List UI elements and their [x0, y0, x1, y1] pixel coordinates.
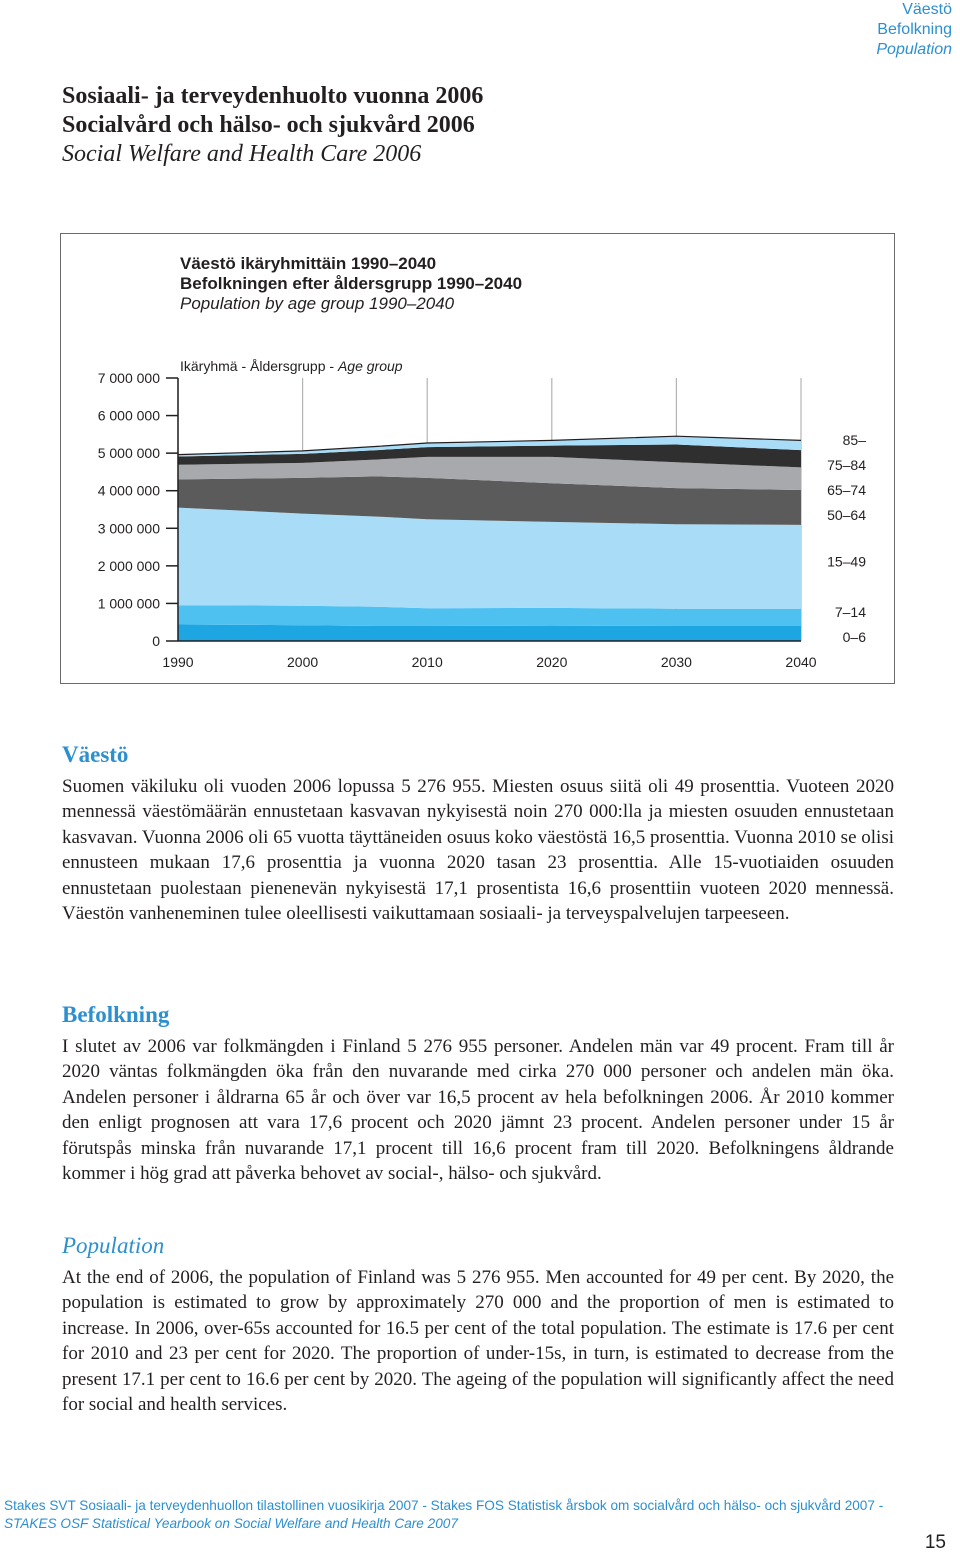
population-area-chart [0, 0, 960, 700]
legend-label: 15–49 [827, 553, 866, 570]
header-title-sv: Socialvård och hälso- och sjukvård 2006 [62, 112, 475, 138]
figure-title-sv: Befolkningen efter åldersgrupp 1990–2040 [180, 274, 523, 293]
x-tick-label: 1990 [162, 654, 194, 670]
english-section [62, 1233, 894, 1417]
legend [827, 432, 866, 645]
x-tick-label: 2010 [411, 654, 443, 670]
header-title-fi: Sosiaali- ja terveydenhuolto vuonna 2006 [62, 83, 484, 109]
area-0–6 [178, 625, 801, 642]
swedish-section [62, 1002, 894, 1186]
x-tick-label: 2020 [536, 654, 568, 670]
y-tick-label: 2 000 000 [97, 557, 160, 574]
section-nav-fi: Väestö [902, 1, 952, 18]
legend-label: 7–14 [834, 604, 866, 620]
y-tick-label: 4 000 000 [97, 482, 160, 499]
figure-title-fi: Väestö ikäryhmittäin 1990–2040 [180, 254, 437, 273]
finnish-section [62, 742, 894, 926]
section-nav-en: Population [876, 41, 952, 58]
legend-label: 75–84 [827, 456, 866, 473]
finnish-heading: Väestö [62, 742, 129, 767]
x-tick-label: 2000 [287, 654, 319, 670]
english-paragraph: At the end of 2006, the population of Finland was 5 276 955. Men accounted for 49 per cent. By 2020, the population is estimated to grow by approximately 270 000 and the proportion of men is estimated to increase. In 2006, over-65s accounted for 16.5 per cent of the total population. The estimate is 17.6 per cent for 2010 and 23 per cent for 2020. The proportion of under-15s, in turn, is estimated to decrease from the present 17.1 per cent to 16.6 per cent by 2020. The ageing of the population will significantly affect the need for social and health services. [62, 1267, 894, 1416]
english-heading: Population [62, 1233, 165, 1258]
legend-label: 50–64 [827, 506, 866, 523]
y-tick-label: 1 000 000 [97, 595, 160, 612]
y-tick-label: 3 000 000 [97, 520, 160, 537]
area-series [178, 436, 801, 641]
chart-ylabel: Ikäryhmä - Åldersgrupp - Age group [180, 358, 403, 374]
y-tick-label: 0 [152, 633, 160, 649]
y-tick-label: 7 000 000 [97, 370, 160, 386]
y-tick-label: 5 000 000 [97, 445, 160, 462]
finnish-paragraph: Suomen väkiluku oli vuoden 2006 lopussa 5 276 955. Miesten osuus siitä oli 49 prosenttia. Vuoteen 2020 mennessä väestömäärän ennustetaan kasvavan nykyisestä noin 270 000:lla ja miesten osuuden ennustetaan kasvavan. Vuonna 2006 oli 65 vuotta täyttäneiden osuus koko väestöstä 16,5 prosenttia. Vuonna 2010 se olisi ennusteen mukaan 17,6 prosenttia ja vuonna 2020 tasan 23 prosenttia. Alle 15-vuotiaiden osuuden ennustetaan puolestaan pienenevän nykyisestä 17,1 prosentista 16,6 prosenttiin vuoteen 2020 mennessä. Väestön vanheneminen tulee oleellisesti vaikuttamaan sosiaali- ja terveyspalvelujen tarpeeseen. [62, 776, 894, 925]
footer-line-1: Stakes SVT Sosiaali- ja terveydenhuollon tilastollinen vuosikirja 2007 - Stakes FOS Statistisk årsbok om socialvård och hälso- och sjukvård 2007 - [4, 1498, 884, 1513]
legend-label: 65–74 [827, 481, 866, 498]
figure-title-en: Population by age group 1990–2040 [180, 294, 455, 313]
legend-label: 0–6 [842, 629, 866, 645]
footer-line-2: STAKES OSF Statistical Yearbook on Social Welfare and Health Care 2007 [4, 1516, 458, 1531]
swedish-heading: Befolkning [62, 1002, 170, 1027]
y-tick-label: 6 000 000 [97, 407, 160, 424]
footer [4, 1497, 960, 1533]
legend-label: 85– [842, 431, 866, 448]
header-title-en: Social Welfare and Health Care 2006 [62, 141, 422, 167]
x-tick-label: 2030 [660, 654, 692, 670]
x-tick-label: 2040 [785, 654, 817, 670]
swedish-paragraph: I slutet av 2006 var folkmängden i Finland 5 276 955 personer. Andelen män var 49 procent. Fram till år 2020 väntas folkmängden öka från den nuvarande med cirka 270 000 personer och andelen män öka. Andelen personer i åldrarna 65 år och över var 16,5 procent av hela befolkningen 2006. År 2010 kommer den enligt prognosen att vara 17,6 procent och 2020 jämnt 23 procent. Andelen personer under 15 år förutspås minska från nuvarande 17,1 procent till 16,6 procent fram till 2020. Befolkningens åldrande kommer i hög grad att påverka behovet av social-, hälso- och sjukvård. [62, 1036, 894, 1185]
section-nav-sv: Befolkning [877, 21, 952, 38]
page-number: 15 [924, 1532, 946, 1553]
